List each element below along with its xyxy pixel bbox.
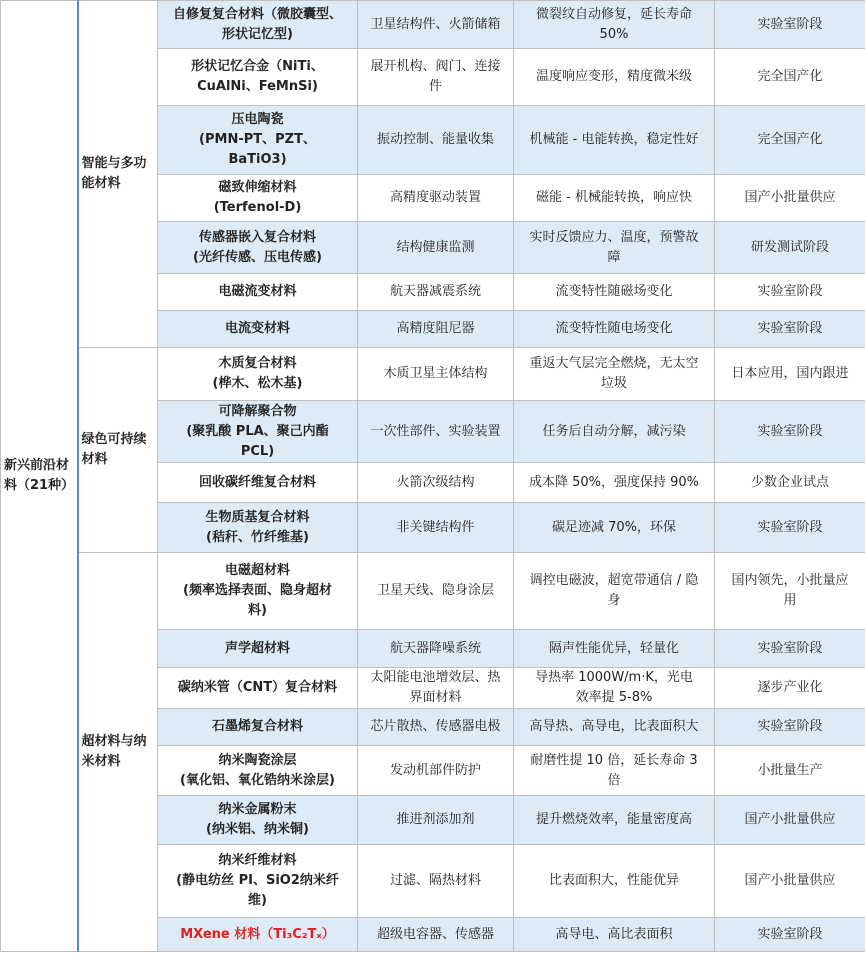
cell-line: 导热率 1000W/m·K，光电 <box>535 670 693 685</box>
cell-line: 实时反馈应力、温度，预警故 <box>529 229 699 245</box>
category-cell: 新兴前沿材料（21种） <box>1 1 78 952</box>
feature-cell <box>514 1 715 49</box>
application-cell: 一次性部件、实验装置 <box>358 401 514 463</box>
application-cell: 航天器减震系统 <box>358 274 514 311</box>
table-row <box>1 1 865 49</box>
feature-cell: 提升燃烧效率，能量密度高 <box>514 796 715 845</box>
application-cell: 木质卫星主体结构 <box>358 348 514 401</box>
cell-line: 倍 <box>607 772 621 788</box>
application-cell: 过滤、隔热材料 <box>358 845 514 918</box>
cell-line: (静电纺丝 PI、SiO2纳米纤 <box>176 873 339 888</box>
feature-cell: 磁能 - 机械能转换，响应快 <box>514 175 715 222</box>
application-cell: 高精度驱动装置 <box>358 175 514 222</box>
feature-cell <box>514 222 715 274</box>
status-cell: 研发测试阶段 <box>715 222 865 274</box>
group-name-cell: 绿色可持续材料 <box>78 348 158 553</box>
material-cell <box>158 746 358 796</box>
material-cell <box>158 630 358 668</box>
status-cell: 国产小批量供应 <box>715 845 865 918</box>
cell-line: 声学超材料 <box>224 640 290 656</box>
cell-line: (秸秆、竹纤维基) <box>206 529 309 545</box>
feature-cell: 机械能 - 电能转换，稳定性好 <box>514 106 715 175</box>
cell-line: (PMN-PT、PZT、 <box>199 132 316 147</box>
cell-line: 微裂纹自动修复，延长寿命 <box>535 6 692 22</box>
cell-line: 效率提 5-8% <box>575 690 653 705</box>
status-cell: 完全国产化 <box>715 49 865 106</box>
cell-line: 电磁流变材料 <box>218 284 297 299</box>
cell-line: 生物质基复合材料 <box>205 509 310 525</box>
cell-line: 回收碳纤维复合材料 <box>198 474 316 490</box>
application-cell: 高精度阻尼器 <box>358 311 514 348</box>
cell-line: 障 <box>607 249 621 265</box>
material-cell <box>158 274 358 311</box>
cell-line: 国内领先，小批量应 <box>731 573 849 588</box>
material-cell <box>158 463 358 503</box>
feature-cell: 成本降 50%，强度保持 90% <box>514 463 715 503</box>
application-cell: 火箭次级结构 <box>358 463 514 503</box>
status-cell: 逐步产业化 <box>715 668 865 709</box>
application-cell: 非关键结构件 <box>358 503 514 553</box>
cell-line: 自修复复合材料（微胶囊型、 <box>172 6 342 22</box>
cell-line: MXene 材料（Ti₃C₂Tₓ） <box>180 926 335 942</box>
status-cell: 少数企业试点 <box>715 463 865 503</box>
material-cell <box>158 796 358 845</box>
status-cell <box>715 553 865 630</box>
material-cell <box>158 175 358 222</box>
feature-cell: 温度响应变形，精度微米级 <box>514 49 715 106</box>
cell-line: 身 <box>607 593 621 608</box>
feature-cell: 比表面积大，性能优异 <box>514 845 715 918</box>
status-cell: 实验室阶段 <box>715 709 865 746</box>
cell-line: 压电陶瓷 <box>231 112 284 127</box>
material-cell <box>158 709 358 746</box>
cell-line: PCL) <box>240 443 275 459</box>
application-cell <box>358 668 514 709</box>
cell-line: 纳米纤维材料 <box>218 853 297 868</box>
feature-cell <box>514 553 715 630</box>
cell-line: 纳米金属粉末 <box>218 802 297 817</box>
cell-line: (桦木、松木基) <box>212 376 303 391</box>
cell-line: 料) <box>248 603 267 618</box>
application-cell: 卫星天线、隐身涂层 <box>358 553 514 630</box>
feature-cell: 流变特性随磁场变化 <box>514 274 715 311</box>
feature-cell <box>514 668 715 709</box>
feature-cell: 高导热、高导电，比表面积大 <box>514 709 715 746</box>
application-cell: 振动控制、能量收集 <box>358 106 514 175</box>
cell-line: 可降解聚合物 <box>218 403 297 419</box>
cell-line: 纳米陶瓷涂层 <box>218 752 297 768</box>
cell-line: 电流变材料 <box>224 321 290 336</box>
material-cell <box>158 311 358 348</box>
table-row <box>1 553 865 630</box>
application-cell: 芯片散热、传感器电极 <box>358 709 514 746</box>
cell-line: 用 <box>783 593 797 608</box>
table-body <box>1 1 865 952</box>
cell-line: 界面材料 <box>409 690 462 705</box>
cell-line: (Terfenol-D) <box>213 200 302 215</box>
feature-cell <box>514 746 715 796</box>
table-row <box>1 348 865 401</box>
group-name-cell: 智能与多功能材料 <box>78 1 158 348</box>
cell-line: (光纤传感、压电传感) <box>193 249 322 265</box>
cell-line: 展开机构、阀门、连接 <box>370 59 501 74</box>
application-cell: 航天器降噪系统 <box>358 630 514 668</box>
cell-line: 木质复合材料 <box>218 356 297 371</box>
status-cell: 日本应用，国内跟进 <box>715 348 865 401</box>
application-cell <box>358 49 514 106</box>
material-cell <box>158 553 358 630</box>
status-cell: 国产小批量供应 <box>715 175 865 222</box>
cell-line: 碳纳米管（CNT）复合材料 <box>177 680 338 695</box>
cell-line: 形状记忆合金（NiTi、 <box>191 59 324 74</box>
feature-cell: 碳足迹减 70%，环保 <box>514 503 715 553</box>
material-cell <box>158 503 358 553</box>
cell-line: 电磁超材料 <box>224 563 290 578</box>
material-cell <box>158 845 358 918</box>
cell-line: 太阳能电池增效层、热 <box>370 670 501 685</box>
feature-cell: 高导电、高比表面积 <box>514 918 715 952</box>
material-cell <box>158 668 358 709</box>
cell-line: (氧化铝、氧化锆纳米涂层) <box>180 772 335 788</box>
status-cell: 实验室阶段 <box>715 503 865 553</box>
material-cell <box>158 348 358 401</box>
application-cell: 卫星结构件、火箭储箱 <box>358 1 514 49</box>
cell-line: 件 <box>428 79 442 94</box>
application-cell: 发动机部件防护 <box>358 746 514 796</box>
cell-line: CuAlNi、FeMnSi) <box>197 79 318 94</box>
cell-line: 磁致伸缩材料 <box>218 180 297 195</box>
application-cell: 推进剂添加剂 <box>358 796 514 845</box>
cell-line: 形状记忆型) <box>222 26 293 42</box>
status-cell: 实验室阶段 <box>715 630 865 668</box>
cell-line: 50% <box>599 26 629 42</box>
feature-cell: 任务后自动分解，减污染 <box>514 401 715 463</box>
cell-line: 维) <box>248 893 267 908</box>
material-cell <box>158 222 358 274</box>
material-cell <box>158 49 358 106</box>
cell-line: 调控电磁波，超宽带通信 / 隐 <box>529 573 699 588</box>
feature-cell: 隔声性能优异，轻量化 <box>514 630 715 668</box>
cell-line: (频率选择表面、隐身超材 <box>183 583 332 598</box>
status-cell: 实验室阶段 <box>715 401 865 463</box>
cell-line: 耐磨性提 10 倍，延长寿命 3 <box>530 752 698 768</box>
status-cell: 实验室阶段 <box>715 918 865 952</box>
status-cell: 实验室阶段 <box>715 1 865 49</box>
cell-line: 石墨烯复合材料 <box>211 719 303 734</box>
status-cell: 实验室阶段 <box>715 311 865 348</box>
material-cell <box>158 106 358 175</box>
feature-cell: 流变特性随电场变化 <box>514 311 715 348</box>
material-cell <box>158 1 358 49</box>
cell-line: (聚乳酸 PLA、聚己内酯 <box>186 423 329 439</box>
feature-cell <box>514 348 715 401</box>
material-cell <box>158 401 358 463</box>
group-name-cell: 超材料与纳米材料 <box>78 553 158 952</box>
cell-line: (纳米铝、纳米铜) <box>206 822 309 837</box>
application-cell: 结构健康监测 <box>358 222 514 274</box>
status-cell: 国产小批量供应 <box>715 796 865 845</box>
cell-line: 重返大气层完全燃烧，无太空 <box>529 356 699 371</box>
application-cell: 超级电容器、传感器 <box>358 918 514 952</box>
cell-line: BaTiO3) <box>228 152 287 167</box>
cell-line: 传感器嵌入复合材料 <box>198 229 316 245</box>
material-cell <box>158 918 358 952</box>
cell-line: 垃圾 <box>600 376 627 391</box>
status-cell: 完全国产化 <box>715 106 865 175</box>
status-cell: 实验室阶段 <box>715 274 865 311</box>
status-cell: 小批量生产 <box>715 746 865 796</box>
